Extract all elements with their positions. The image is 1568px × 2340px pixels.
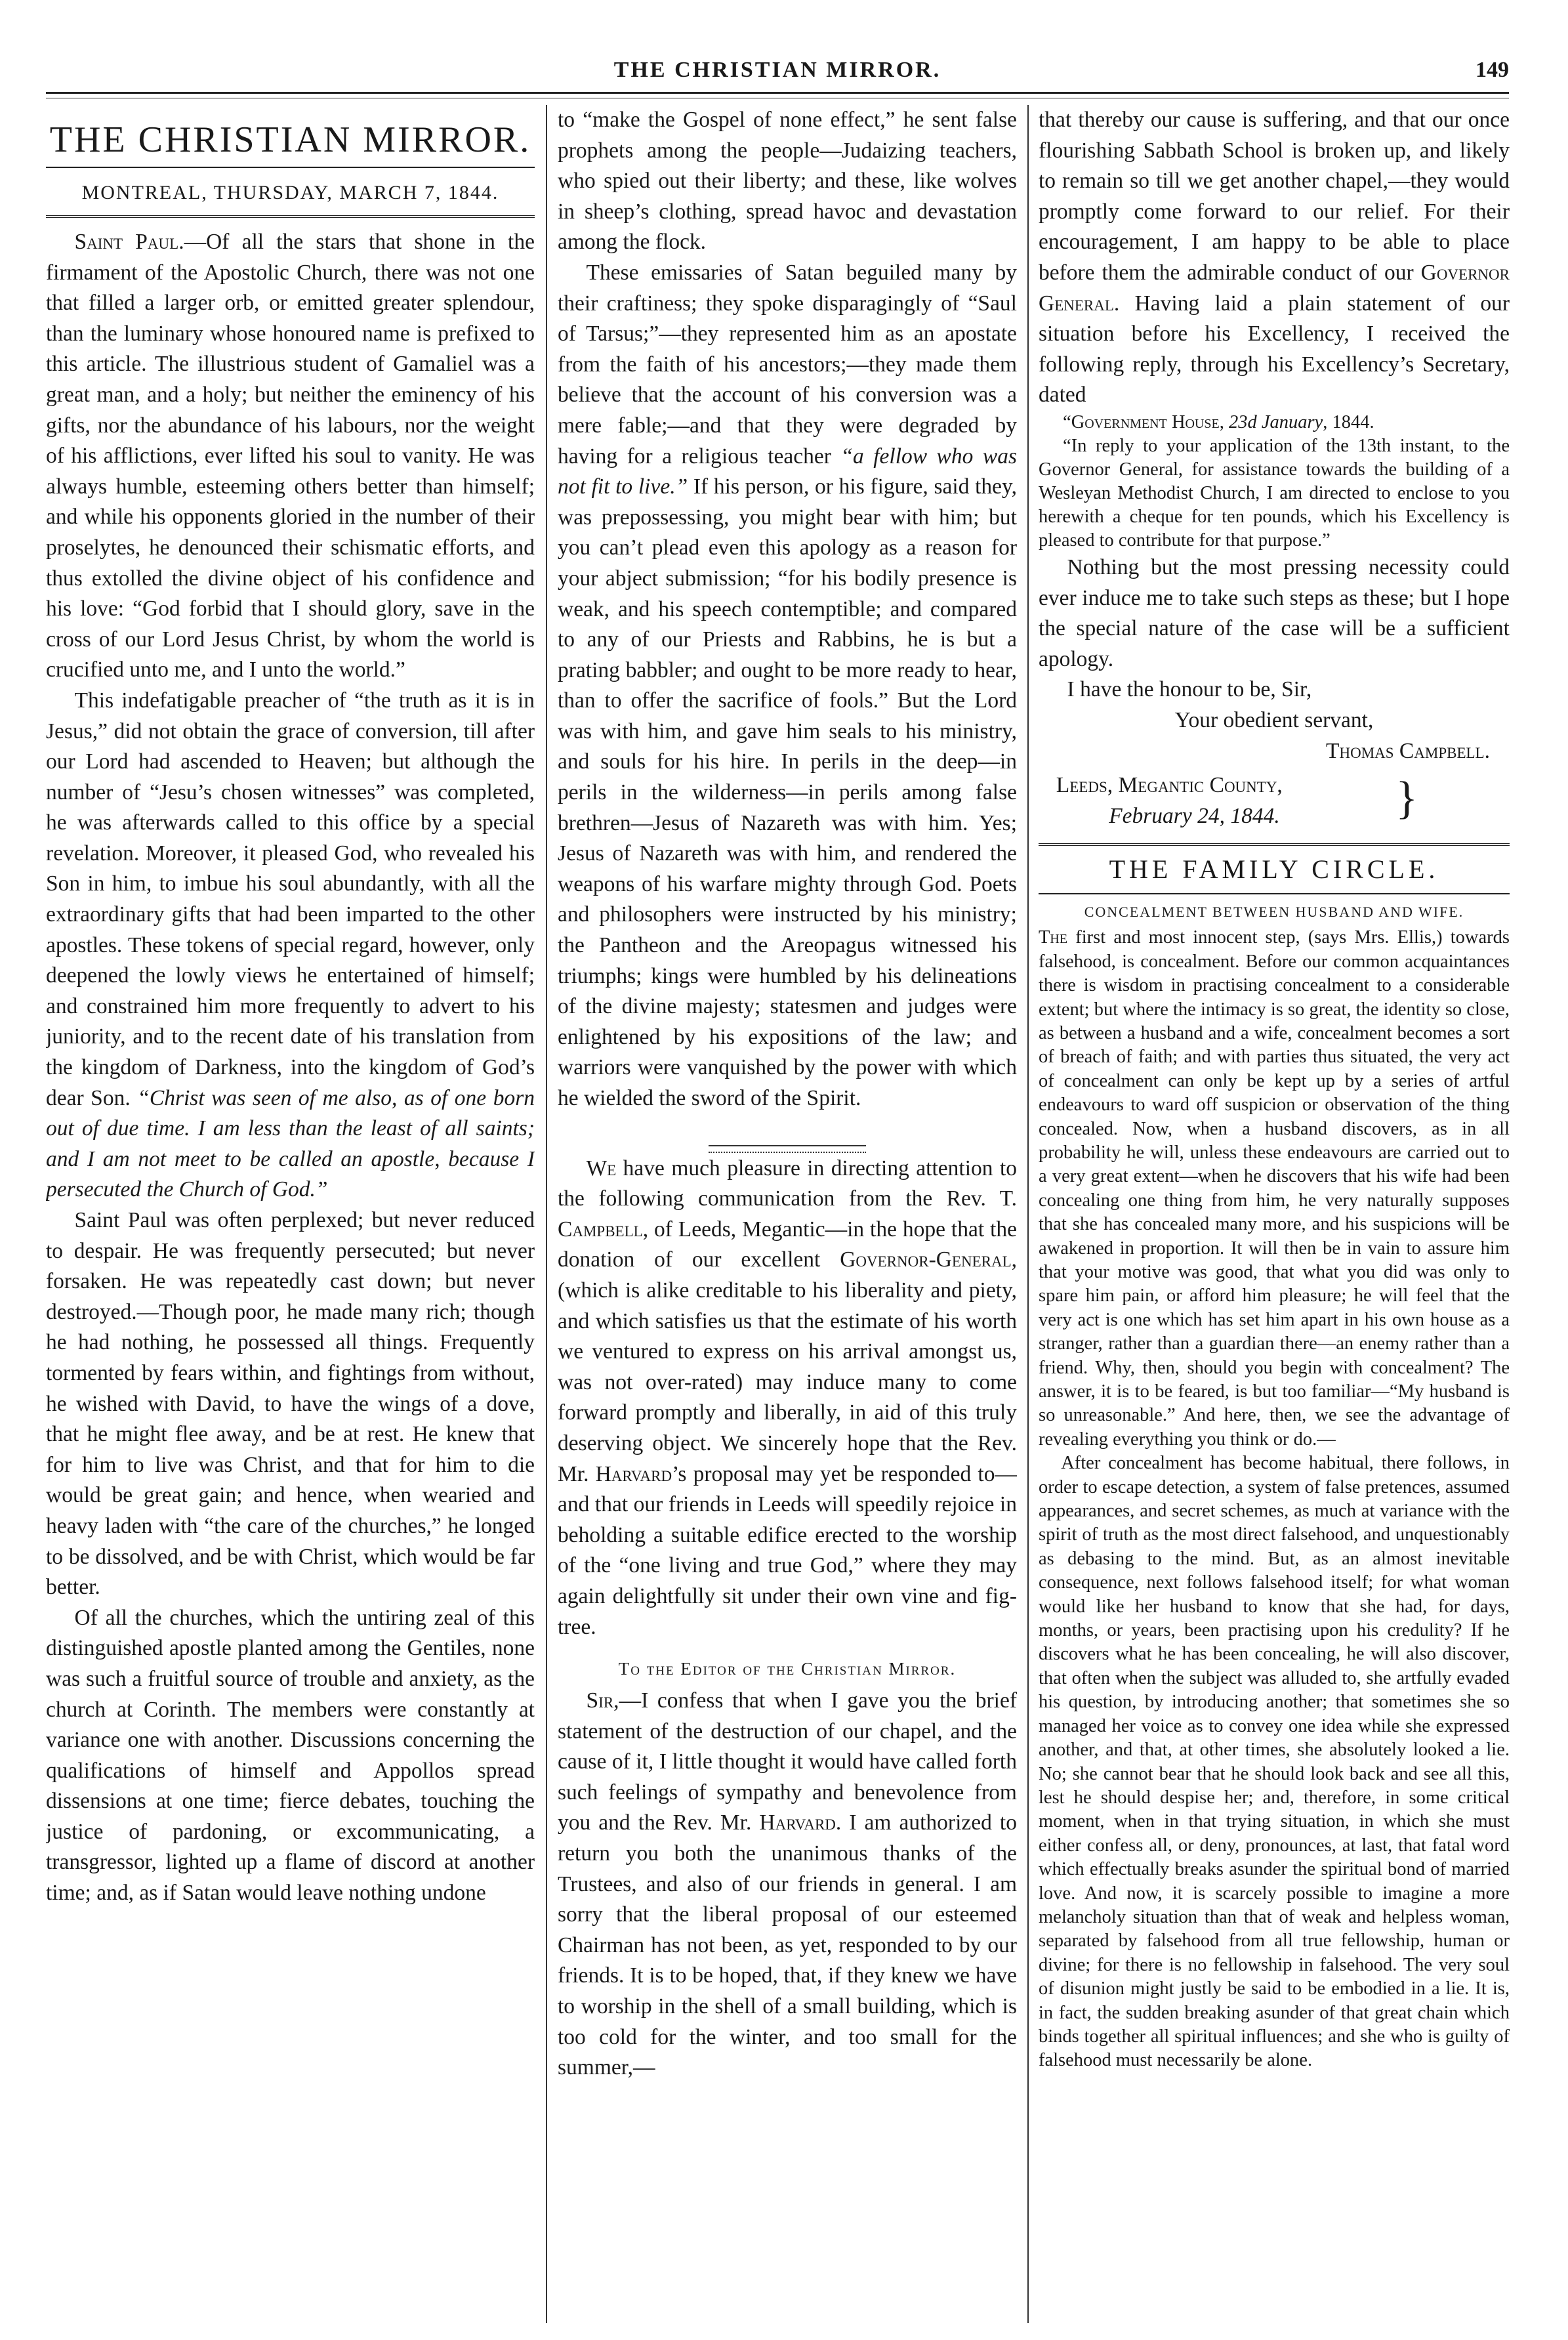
person-name: Harvard	[759, 1810, 836, 1835]
letter-date: February 24, 1844.	[1109, 803, 1280, 828]
letter-salutation: Sir,	[586, 1688, 619, 1713]
letter-heading: To the Editor of the Christian Mirror.	[618, 1659, 957, 1679]
article-lead: We	[586, 1156, 617, 1180]
paragraph-text: If his person, or his figure, said they, was prepossessing, you might bear with him; but you can’t plead even this apology as a reason for your abject submission; “for his bodily presence is weak, and his speech contemptible; and compared to any of our Priests and Rabbins, he is but a prating babbler; and ought to be more ready to hear, than to offer the sacrifice of fools.” But the Lord was with him, and gave him seals to his ministry, and souls for his hire. In perils in the deep—in perils in the wilderness—in perils among false brethren—Jesus of Nazareth was with him. Yes; Jesus of Nazareth was with him, and rendered the weapons of his warfare mighty through God. Poets and philosophers were instructed by his ministry; the Pantheon and the Areopagus witnessed his triumphs; kings were humbled by his delineations of the divine majesty; statesmen and judges were enlightened by his expositions of the law; and warriors were vanquished by the power with which he wielded the sword of the Spirit.	[558, 474, 1017, 1110]
article-saint-paul-p5	[558, 105, 1017, 258]
column-1	[46, 105, 535, 2297]
article-leeds-chapel	[558, 1154, 1017, 1643]
quote-date: 23d January	[1229, 411, 1323, 432]
paragraph-text: have much pleasure in directing attention to the following communication from the Rev. T.	[558, 1156, 1017, 1211]
family-circle-p2: After concealment has become habitual, there follows, in order to escape detection, a system of false pretences, assumed appearances, and secret schemes, as much at variance with the spirit of truth as the most direct falsehood, and unquestionably as debasing to the mind. But, as an almost inevitable consequence, next follows falsehood itself; for what woman would like her husband to know that she had, for days, months, or years, been practising upon his credulity? If he discovers what he has been concealing, he will also discover, that often when the subject was alluded to, she artfully evaded his question, by introducing another; that sometimes she so managed her voice as to convey one idea while she expressed another, and that, at other times, she absolutely looked a lie. No; she cannot bear that he should look back and see all this, lest he should despise her; and, therefore, in some critical moment, when in that trying situation, in which she must either confess all, or deny, pronounces, at last, that fatal word which effectually breaks asunder the spiritual bond of married love. And now, it is scarcely possible to imagine a more melancholy situation than that of weak and helpless woman, separated by falsehood from all true fellowship, human or divine; for there is no fellowship in falsehood. The very soul of disunion might justly be said to be embodied in a lie. It is, in fact, the sudden breaking asunder of that great chain which binds together all spiritual influences; and she who is guilty of falsehood must necessarily be alone.	[1039, 1453, 1510, 2071]
article-saint-paul-p4	[46, 1603, 535, 1909]
letter-closing-1: I have the honour to be, Sir,	[1067, 677, 1312, 702]
letter-place-date	[1039, 770, 1510, 831]
family-circle-body	[1039, 926, 1510, 2073]
column-2	[558, 105, 1017, 2297]
article-saint-paul-p3	[46, 1205, 535, 1603]
paragraph-text: —Of all the stars that shone in the firmament of the Apostolic Church, there was not one that filled a larger orb, or emitted greater splendour, than the luminary whose honoured name is prefixed to this article. The illustrious student of Gamaliel was a great man, and a holy; but neither the eminency of his gifts, nor the abundance of his labours, nor the weight of his afflictions, ever lifted his soul to vanity. He was always humble, esteeming others better than himself; and while his opponents gloried in the number of their proselytes, he denounced their schismatic efforts, and thus extolled the divine object of his confidence and his love: “God forbid that I should glory, save in the cross of our Lord Jesus Christ, by whom the world is crucified unto me, and I unto the world.”	[46, 230, 535, 682]
paragraph-text: , (which is alike creditable to his liberality and piety, and which satisfies us that the estimate of his worth we ventured to express on his arrival amongst us, was not over-rated) may induce many to come forward promptly and liberally, in aid of this truly deserving object. We sincerely hope that the Rev. Mr.	[558, 1247, 1017, 1486]
article-saint-paul-p1	[46, 227, 535, 686]
letter-paragraph-1-cont	[1039, 105, 1510, 411]
letter-quoted-reply: “In reply to your application of the 13th instant, to the Governor General, for assistance towards the building of a Wesleyan Methodist Church, I am directed to enclose to you herewith a cheque for ten pounds, which his Excellency is pleased to contribute for that purpose.”	[1039, 435, 1510, 551]
header-rule	[46, 92, 1509, 98]
paragraph-text: to “make the Gospel of none effect,” he sent false prophets among the people—Judaizing teachers, who spied out their liberty; and these, like wolves in sheep’s clothing, spread havoc and devastation among the flock.	[558, 108, 1017, 255]
paragraph-text: ’s proposal may yet be responded to—and that our friends in Leeds will speedily rejoice in beholding a suitable edifice erected to the worship of the “one living and true God,” where they may again delightfully sit under their own vine and fig-tree.	[558, 1461, 1017, 1639]
person-title: Governor-General	[840, 1247, 1012, 1272]
person-title: Governor General	[1039, 260, 1510, 316]
person-name: Campbell	[558, 1217, 643, 1242]
letter-closing-2: Your obedient servant,	[1174, 707, 1374, 732]
family-circle-p1	[1039, 926, 1510, 1452]
paragraph-text: Of all the churches, which the untiring zeal of this distinguished apostle planted among the Gentiles, none was such a fruitful source of trouble and anxiety, as the church at Corinth. The members were constantly at variance one with another. Discussions concerning the qualifications of himself and Appollos spread dissensions at one time; fierce debates, touching the justice of pardoning, or excommunicating, a transgressor, lighted up a flame of discord at another time; and, as if Satan would leave nothing undone	[46, 1605, 535, 1906]
paragraph-text: —I confess that when I gave you the brief statement of the destruction of our chapel, and the cause of it, I little thought it would have called forth such feelings of sympathy and benevolence from you and the Rev. Mr.	[558, 1688, 1017, 1835]
letter-place: Leeds, Megantic County,	[1056, 773, 1283, 798]
paragraph-text: , of Leeds, Megantic—in the hope that the donation of our excellent	[558, 1217, 1017, 1272]
letter-signature: Thomas Campbell.	[1326, 738, 1490, 763]
paragraph-text: These emissaries of Satan beguiled many by their craftiness; they spoke disparagingly of “Saul of Tarsus;”—they represented him as an apostate from the faith of his ancestors;—they made them believe that the account of his conversion was a mere fable;—and that they were degraded by having for a religious teacher	[558, 260, 1017, 469]
paragraph-text: . Having laid a plain statement of our situation before his Excellency, I received the following reply, through his Excellency’s Secretary, dated	[1039, 291, 1510, 407]
column-3	[1039, 105, 1510, 2297]
letter-quoted-date	[1039, 411, 1510, 434]
section-divider	[558, 1131, 1017, 1139]
paragraph-text: first and most innocent step, (says Mrs. Ellis,) towards falsehood, is concealment. Before our common acquaintances there is wisdom in practising concealment to a considerable extent; but where the intimacy is so great, the identity so close, as between a husband and a wife, concealment becomes a sort of breach of faith; and with parties thus situated, the very act of concealment can only be kept up by a series of artful endeavours to ward off suspicion or observation of the thing concealed. Now, when a husband discovers, as in all probability he will, unless these endeavours are carried out to a very great extent—when he discovers that his wife had been concealing one thing from him, he very naturally supposes that she has concealed many more, and his suspicions will be awakened in proportion. It will then be in vain to assure him that your motive was good, that what you did was only to spare him pain, or afford him pleasure; he will feel that the very act is one which has set him apart in his own house as a stranger, rather than a guardian there—an enemy rather than a friend. Why, then, should you begin with concealment? The answer, it is to be feared, is but too familiar—“My husband is so unreasonable.” And here, then, we see the advantage of revealing everything you think or do.—	[1039, 927, 1510, 1450]
quote-place: “Government House,	[1063, 411, 1229, 432]
section-title: THE FAMILY CIRCLE.	[1039, 843, 1510, 894]
column-rule-2	[1027, 105, 1029, 2323]
paragraph-text: This indefatigable preacher of “the truth as it is in Jesus,” did not obtain the grace of conversion, till after our Lord had ascended to Heaven; but although the number of “Jesu’s chosen witnesses” was completed, he was afterwards called to this office by a special revelation. Moreover, it pleased God, who revealed his Son in him, to imbue his soul abundantly, with all the extraordinary gifts that had been imparted to the other apostles. These tokens of special regard, however, only deepened the lowly views he entertained of himself; and constrained him more frequently to advert to his juniority, and to the recent date of his translation from the kingdom of Darkness, into the kingdom of God’s dear Son.	[46, 688, 535, 1110]
person-name: Harvard	[595, 1461, 672, 1486]
quote-year: , 1844.	[1323, 411, 1374, 432]
letter-paragraph-1	[558, 1686, 1017, 2083]
article-saint-paul-p6	[558, 258, 1017, 1114]
paragraph-text: that thereby our cause is suffering, and that our once flourishing Sabbath School is broken up, and likely to remain so till we get another chapel,—they would promptly come forward to our relief. For their encouragement, I am happy to be able to place before them the admirable conduct of our	[1039, 108, 1510, 285]
article-saint-paul-p2	[46, 686, 535, 1205]
article-lead: Saint Paul.	[74, 230, 184, 254]
paragraph-text: . I am authorized to return you both the unanimous thanks of the Trustees, and also of our friends in general. I am sorry that the liberal proposal of our esteemed Chairman has not been, as yet, responded to by our friends. It is to be hoped, that, if they knew we have to worship in the shell of a small building, which is too cold for the winter, and too small for the summer,—	[558, 1810, 1017, 2080]
page-number: 149	[1475, 58, 1509, 82]
section-subhead: CONCEALMENT BETWEEN HUSBAND AND WIFE.	[1084, 904, 1464, 921]
running-title: THE CHRISTIAN MIRROR.	[613, 58, 941, 82]
paragraph-text: Saint Paul was often perplexed; but never reduced to despair. He was frequently persecuted; but never forsaken. He was repeatedly cast down; but never destroyed.—Though poor, he made many rich; though he had nothing, he possessed all things. Frequently tormented by fears within, and fightings from without, he wished with David, to have the wings of a dove, that he might flee away, and be at rest. He knew that for him to live was Christ, and that for him to die would be great gain; and hence, when wearied and heavy laden with “the care of the churches,” he longed to be dissolved, and be with Christ, which would be far better.	[46, 1208, 535, 1600]
brace-icon: }	[1395, 773, 1418, 824]
dateline: MONTREAL, THURSDAY, MARCH 7, 1844.	[46, 167, 535, 218]
quoted-phrase: “a fellow who was not fit to live.”	[558, 444, 1017, 499]
column-rule-1	[546, 105, 547, 2323]
scripture-quote: “Christ was seen of me also, as of one born out of due time. I am less than the least of all saints; and I am not meet to be called an apostle, because I persecuted the Church of God.”	[46, 1085, 535, 1202]
masthead-title: THE CHRISTIAN MIRROR.	[49, 119, 531, 160]
running-head	[46, 54, 1509, 93]
article-lead: The	[1039, 927, 1068, 948]
letter-paragraph-2: Nothing but the most pressing necessity could ever induce me to take such steps as these; but I hope the special nature of the case will be a sufficient apology.	[1039, 554, 1510, 671]
